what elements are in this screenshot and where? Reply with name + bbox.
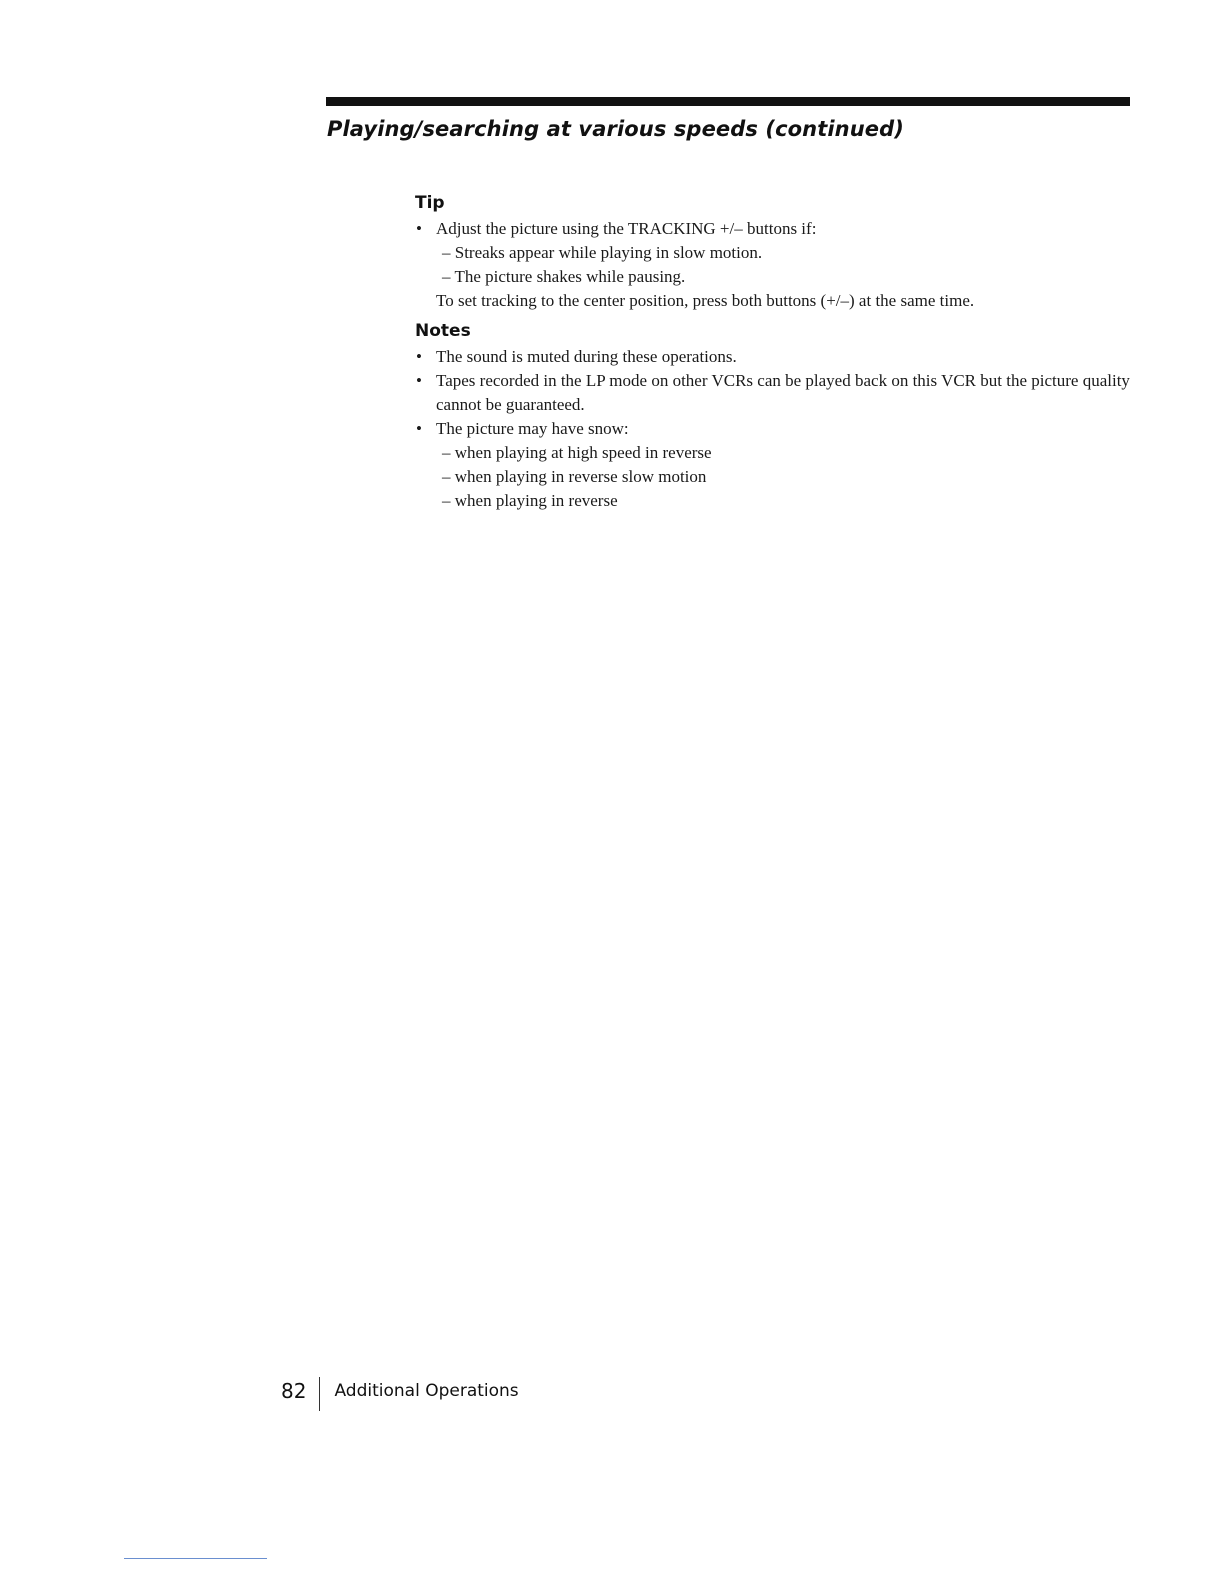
footer-section-title: Additional Operations — [334, 1381, 519, 1401]
bullet-icon: • — [416, 419, 422, 438]
bullet-icon: • — [416, 219, 422, 238]
tip-text: Adjust the picture using the TRACKING +/– buttons if: — [436, 219, 817, 238]
page-footer — [281, 1371, 519, 1411]
note-text: Tapes recorded in the LP mode on other VCRs can be played back on this VCR but the picture quality cannot be guaranteed. — [436, 371, 1130, 414]
note-item — [415, 369, 1135, 417]
footer-divider — [319, 1377, 320, 1411]
note-text: The sound is muted during these operations. — [436, 347, 737, 366]
tip-followup: To set tracking to the center position, press both buttons (+/–) at the same time. — [436, 291, 975, 310]
note-subitem: – when playing in reverse — [442, 491, 618, 510]
page-title: Playing/searching at various speeds (continued) — [327, 117, 904, 141]
page-number: 82 — [281, 1379, 307, 1403]
note-subitem: – when playing at high speed in reverse — [442, 443, 712, 462]
tip-list — [415, 217, 1135, 313]
note-item — [415, 345, 1135, 369]
content-body — [415, 192, 1135, 513]
tip-subitem: – Streaks appear while playing in slow motion. — [442, 243, 763, 262]
header-rule — [326, 97, 1130, 106]
bottom-edge-line — [124, 1558, 267, 1559]
notes-heading: Notes — [415, 321, 471, 341]
bullet-icon: • — [416, 347, 422, 366]
note-text: The picture may have snow: — [436, 419, 629, 438]
notes-list — [415, 345, 1135, 513]
tip-item — [415, 217, 1135, 313]
note-item — [415, 417, 1135, 513]
tip-subitem: – The picture shakes while pausing. — [442, 267, 686, 286]
note-subitem: – when playing in reverse slow motion — [442, 467, 707, 486]
bullet-icon: • — [416, 371, 422, 390]
tip-heading: Tip — [415, 193, 445, 213]
